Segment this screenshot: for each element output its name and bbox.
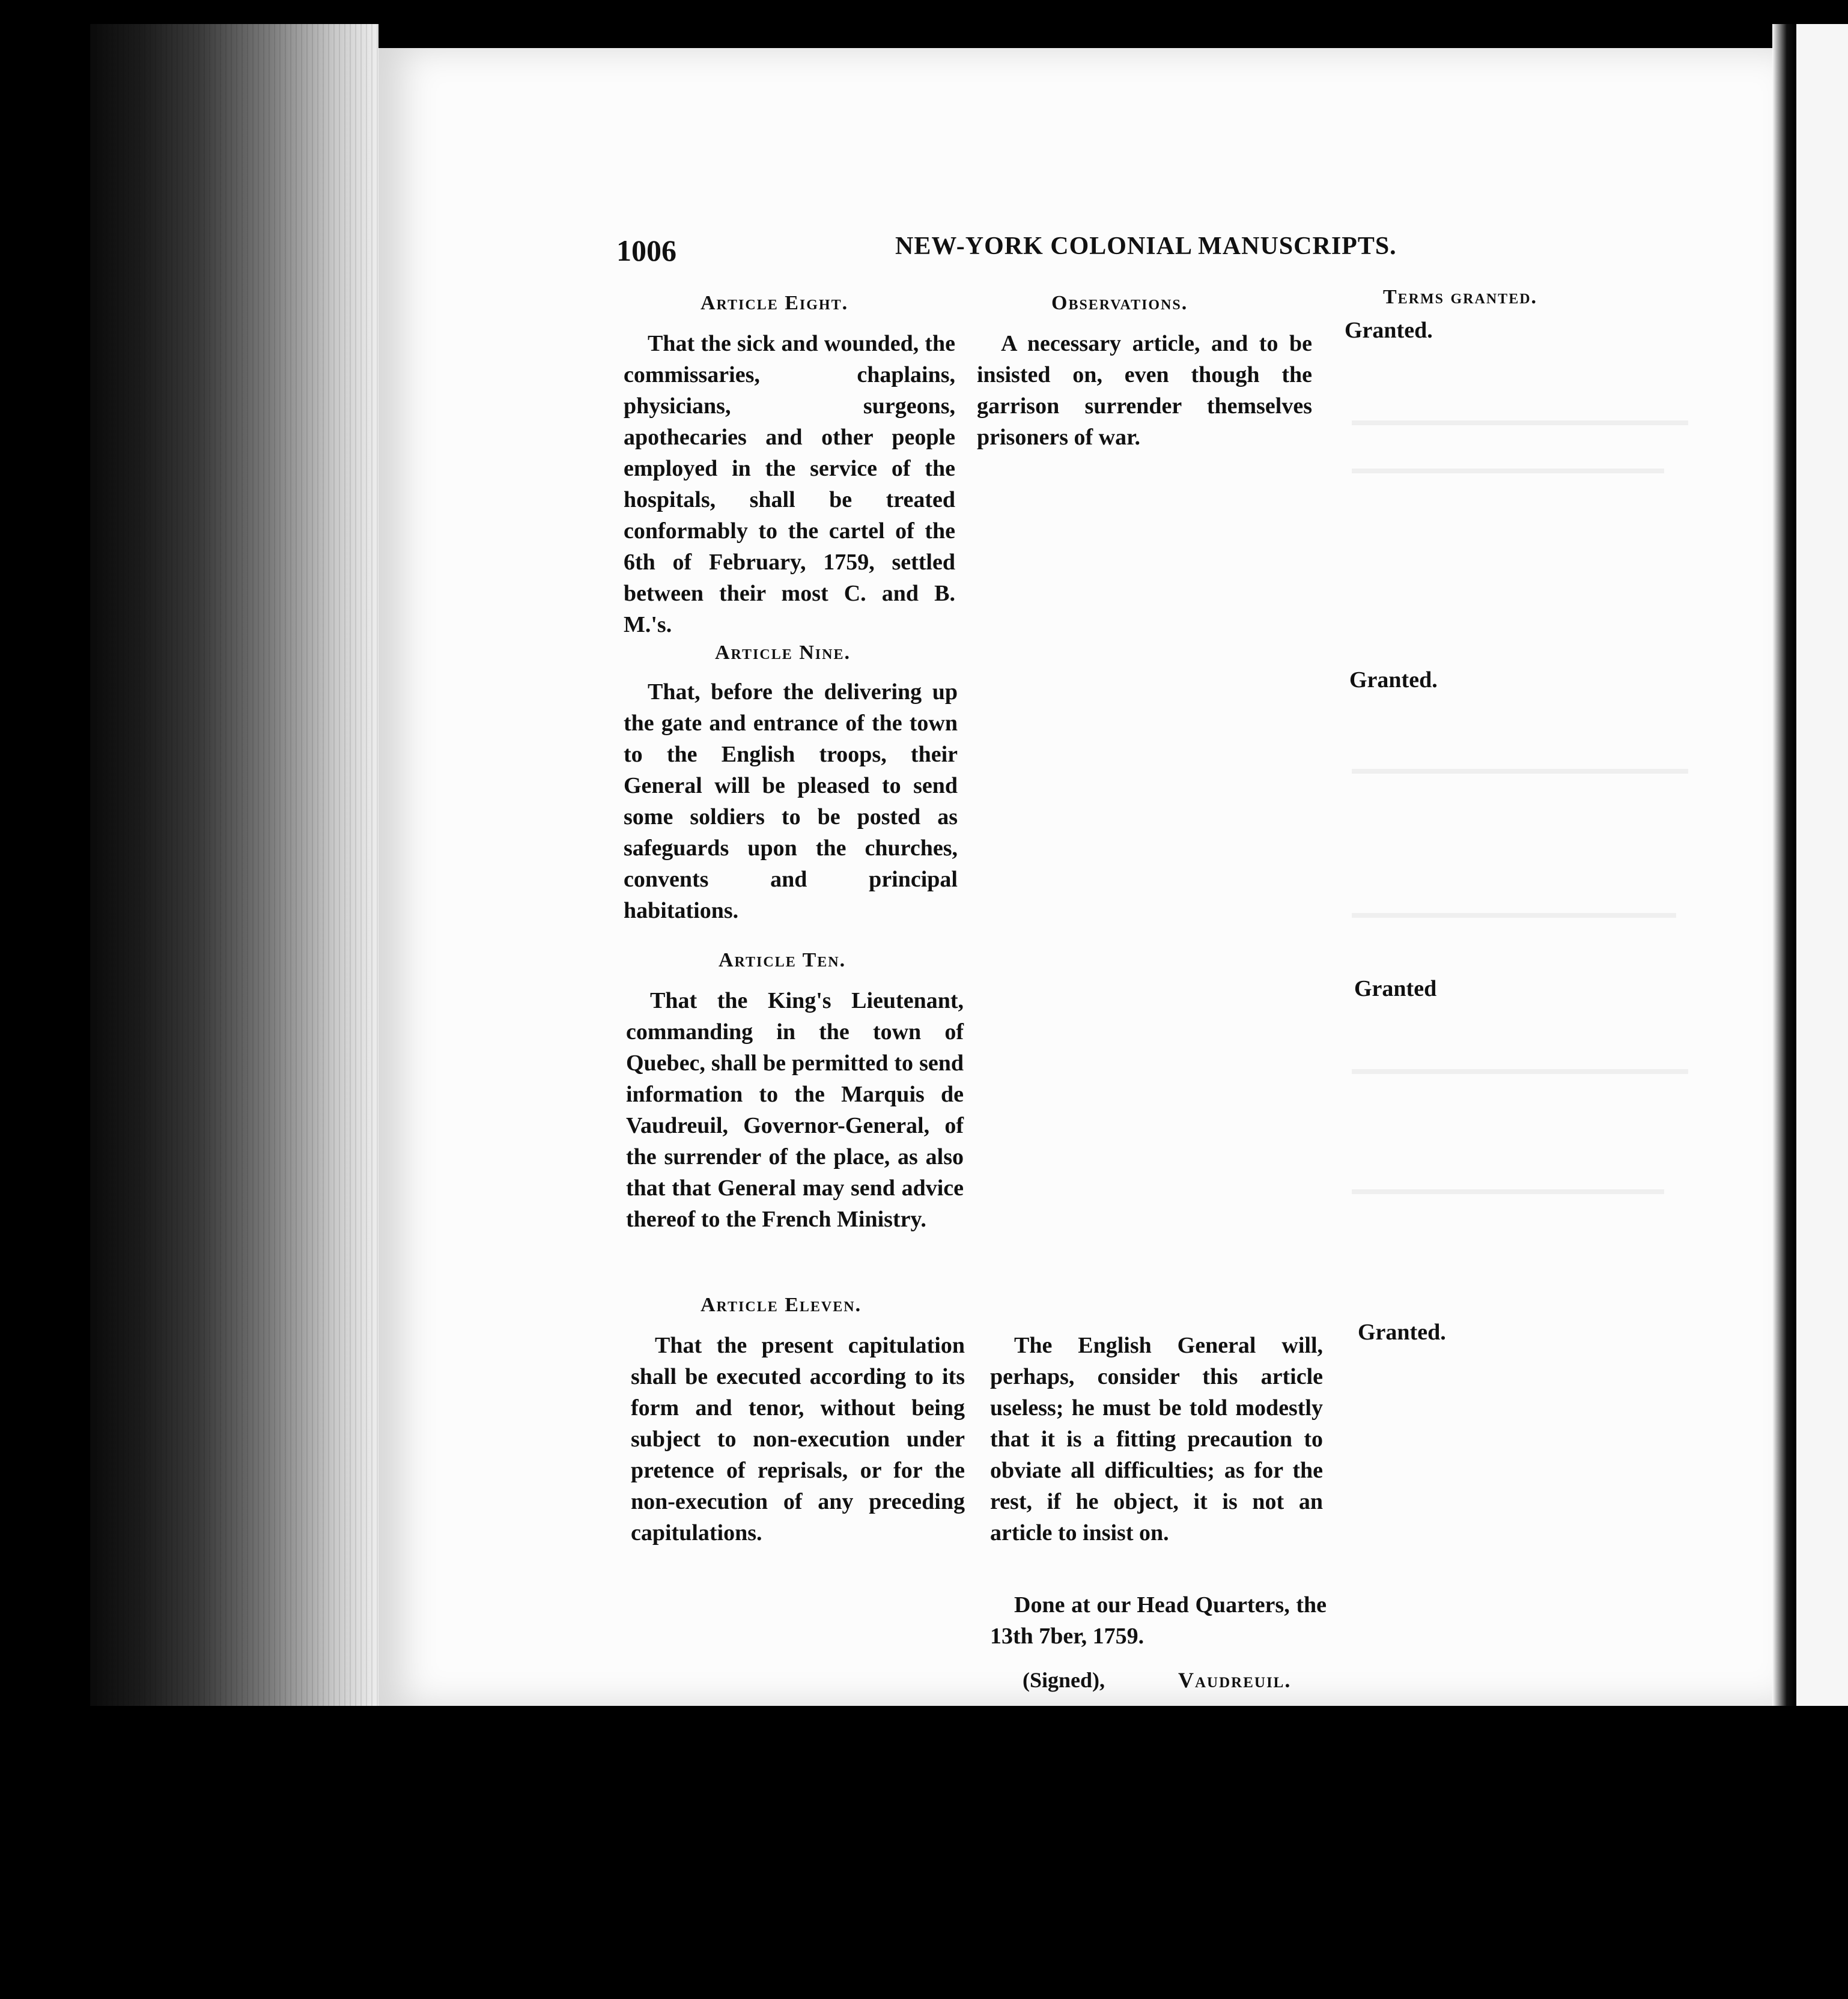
closing-place (990, 1589, 1327, 1652)
signature-line (986, 1667, 1323, 1693)
article-nine-text: That, before the delivering up the gate and entrance of the town to the English troops, their General will be pleased to send some soldiers to be posted as safeguards upon the churches, convents and principal habitations. (624, 679, 958, 923)
article-ten-text: That the King's Lieutenant, commanding in the town of Quebec, shall be permitted to send information to the Marquis de Vaudreuil, Governor-General, of the surrender of the place, as also that that General may send advice thereof to the French Ministry. (626, 988, 964, 1232)
article-eleven-term: Granted. (1358, 1320, 1446, 1345)
article-eight-term: Granted. (1345, 318, 1433, 343)
terms-granted-heading: Terms granted. (1383, 286, 1538, 308)
article-ten-term: Granted (1354, 976, 1437, 1001)
show-through-line (1352, 769, 1688, 774)
running-title: NEW-YORK COLONIAL MANUSCRIPTS. (895, 232, 1397, 260)
article-ten-heading: Article Ten. (719, 949, 846, 971)
closing-date: the 13th 7ber, 1759. (990, 1592, 1327, 1649)
show-through-line (1352, 1069, 1688, 1074)
running-head (378, 228, 1772, 276)
show-through-line (1352, 469, 1664, 473)
article-eleven-observation: The English General will, perhaps, consider this article useless; he must be told modestly that it is a fitting precaution to obviate all difficulties; as for the rest, if he object, it is not an article to insist on. (990, 1333, 1323, 1546)
observations-heading: Observations. (1051, 292, 1188, 314)
show-through-line (1352, 420, 1688, 425)
article-eleven-text: That the present capitulation shall be executed according to its form and tenor, without being subject to non-execution under pretence of reprisals, or for the non-execution of any preceding capitulations. (631, 1333, 965, 1546)
book-page-edge-texture (90, 24, 378, 1706)
signed-label: (Signed), (1023, 1668, 1105, 1692)
show-through-line (1352, 913, 1676, 918)
article-eight-text: That the sick and wounded, the commissaries, chaplains, physicians, surgeons, apothecaries and other people employed in the service of the hospitals, shall be treated conformably to the cartel of the 6th of February, 1759, settled between their most C. and B. M.'s. (624, 331, 955, 637)
done-at-text: Done at our Head Quarters, (1014, 1592, 1290, 1618)
show-through-line (1352, 1189, 1664, 1194)
signer-name: Vaudreuil. (1178, 1668, 1292, 1692)
book-page (378, 48, 1772, 1706)
page-number: 1006 (616, 234, 676, 267)
article-eight-observation: A necessary article, and to be insisted on, even though the garrison surrender themselves prisoners of war. (977, 331, 1312, 450)
facing-page (1796, 24, 1848, 1706)
gutter-shadow (1772, 24, 1796, 1706)
article-nine-term: Granted. (1349, 667, 1438, 693)
article-eleven-heading: Article Eleven. (701, 1294, 862, 1316)
article-nine-heading: Article Nine. (715, 642, 851, 664)
article-eight-heading: Article Eight. (701, 292, 849, 314)
